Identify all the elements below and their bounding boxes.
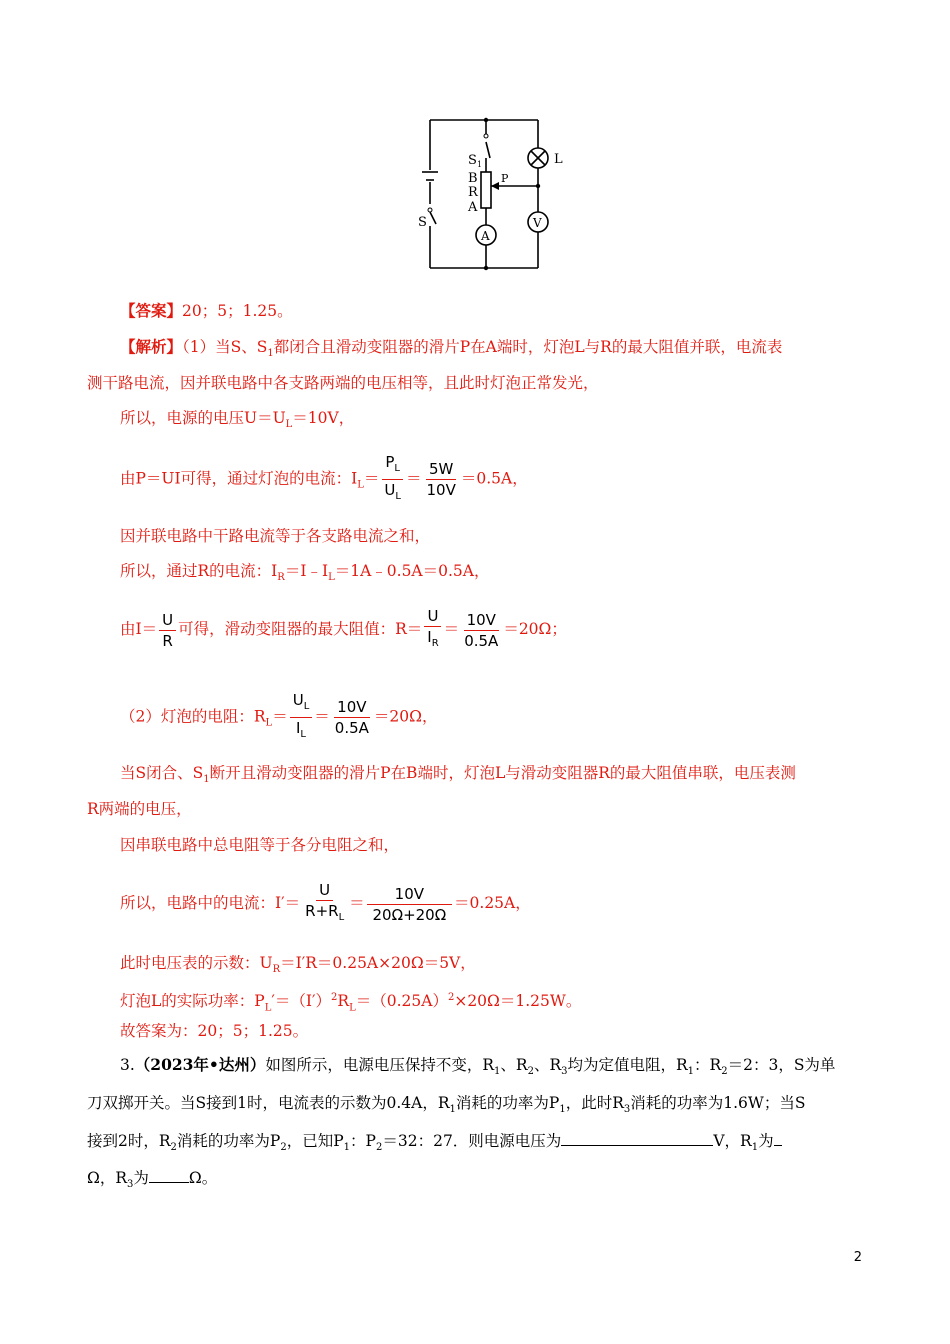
answer-text: 20；5；1.25。 — [182, 302, 293, 320]
fraction-u-r-rl: $\frac{U}{R+R_L}$ — [305, 881, 345, 923]
label-l: L — [554, 152, 563, 167]
analysis-line-4: 由P＝UI可得，通过灯泡的电流：$I_L=$ $\frac{P_L}{U_L}$ ＝ $\frac{5W}{10V}$ ＝0.5A， — [120, 452, 528, 507]
analysis-line-6: 所以，通过R的电流：$I_R=I﹣I_L=1A﹣0.5A=0.5A$， — [120, 562, 490, 584]
label-s1: S — [468, 153, 477, 168]
analysis-line-9: 当S闭合、$S_1$断开且滑动变阻器的滑片P在B端时，灯泡L与滑动变阻器R的最大阻值串联，电压表测 — [120, 764, 796, 786]
analysis-line-15: 故答案为：20；5；1.25。 — [120, 1022, 309, 1040]
analysis-line-12: 所以，电路中的电流：I′＝ $\frac{U}{R+R_L}$ ＝ $\frac{10V}{20\Omega+20\Omega}$ ＝0.25A， — [120, 880, 531, 928]
analysis-line-2: 测干路电流，因并联电路中各支路两端的电压相等，且此时灯泡正常发光， — [87, 374, 599, 392]
fraction-10v-05a-2: $\frac{10V}{0.5A}$ — [334, 698, 369, 737]
analysis-line-7: 由I＝ $\frac{U}{R}$ 可得，滑动变阻器的最大阻值：R＝ $\frac{U}{I_R}$ ＝ $\frac{10V}{0.5A}$ ＝20Ω； — [120, 606, 567, 654]
page-number: 2 — [853, 1250, 862, 1265]
answer-tag: 【答案】 — [120, 301, 183, 320]
fraction-10v-05a: $\frac{10V}{0.5A}$ — [464, 610, 499, 650]
fraction-u-ir: $\frac{U}{I_R}$ — [424, 606, 441, 654]
fraction-10v-40ohm: $\frac{10V}{20\Omega+20\Omega}$ — [367, 884, 452, 925]
label-p: P — [501, 172, 509, 185]
fraction-ul-il: $\frac{U_L}{I_L}$ — [290, 690, 313, 745]
question3-line-3: 接到2时，$R_2$消耗的功率为$P_2$，已知$P_1$：$P_2=32$：27．则电源电压为 V，$R_1$为 — [87, 1129, 782, 1159]
fraction-u-r: $\frac{U}{R}$ — [159, 610, 176, 651]
question3-line-4: Ω，$R_3$为 Ω。 — [87, 1166, 217, 1196]
question3-line-2: 刀双掷开关。当S接到1时，电流表的示数为0.4A，$R_1$消耗的功率为$P_1$，此时$R_3$消耗的功率为1.6W；当S — [87, 1094, 806, 1116]
blank-r3[interactable] — [149, 1166, 189, 1183]
circuit-diagram — [410, 112, 570, 274]
question3-line-1: 3.（2023年•达州）如图所示，电源电压保持不变，$R_1$、$R_2$、$R_3$均为定值电阻，$R_1$：$R_2=2$：3，S为单 — [120, 1055, 836, 1078]
voltmeter-label: V — [533, 216, 542, 230]
label-s1-sub: 1 — [477, 160, 483, 169]
analysis-tag: 【解析】 — [120, 337, 183, 356]
label-b: B — [468, 171, 478, 186]
analysis-line-5: 因并联电路中干路电流等于各支路电流之和， — [120, 527, 431, 545]
answer-line — [120, 300, 293, 322]
blank-voltage[interactable] — [561, 1129, 713, 1146]
analysis-line-8: （2）灯泡的电阻：$R_L=$ $\frac{U_L}{I_L}$ ＝ $\frac{10V}{0.5A}$ ＝20Ω， — [120, 690, 437, 745]
analysis-line-13: 此时电压表的示数：$U_R=I'R=0.25A\times 20\Omega=5V$， — [120, 954, 476, 976]
analysis-line-11: 因串联电路中总电阻等于各分电阻之和， — [120, 836, 400, 854]
blank-r1[interactable] — [774, 1129, 782, 1146]
fraction-5w-10v: $\frac{5W}{10V}$ — [426, 460, 456, 499]
label-s: S — [418, 215, 427, 230]
fraction-pl-ul: $\frac{P_L}{U_L}$ — [381, 452, 404, 507]
label-a: A — [468, 200, 478, 215]
analysis-line-10: R两端的电压， — [87, 800, 192, 818]
label-r: R — [468, 185, 478, 200]
ammeter-label: A — [481, 229, 490, 243]
analysis-line-14: 灯泡L的实际功率：$P_L'=(I')^2R_L=(0.25A)^2\times 20\Omega=1.25W$。 — [120, 992, 582, 1014]
analysis-line-3: 所以，电源的电压$U=U_L=10V$， — [120, 409, 355, 431]
analysis-line-1: 【解析】（1）当S、$S_1$都闭合且滑动变阻器的滑片P在A端时，灯泡L与R的最大阻值并联，电流表 — [120, 337, 783, 360]
